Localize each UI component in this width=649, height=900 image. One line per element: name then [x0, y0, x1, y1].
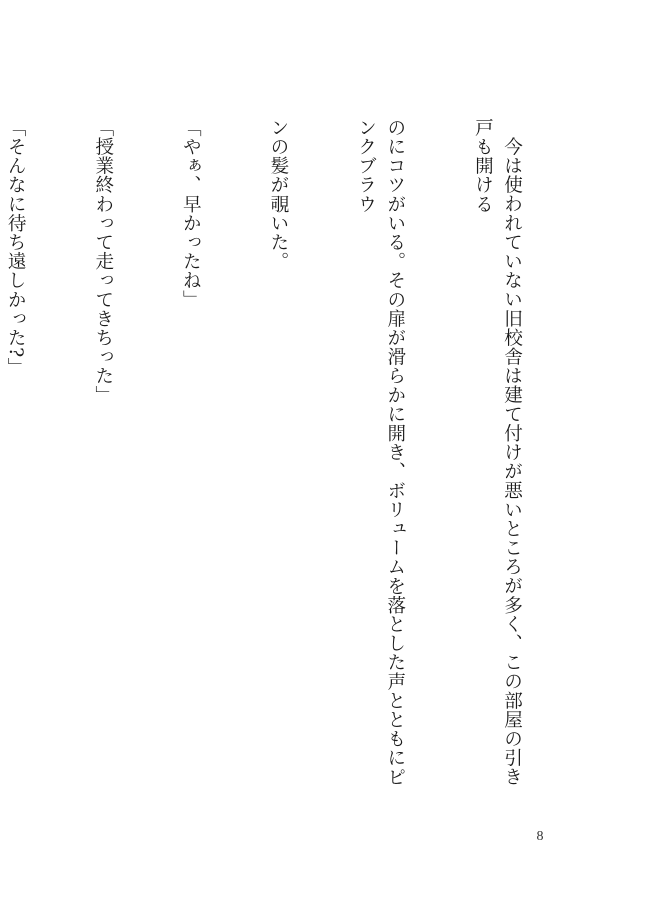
vertical-text-body: [0, 118, 585, 798]
text-line: のにコツがいる。その扉が滑らかに開き、ボリュームを落とした声とともにピンクブラウ: [355, 118, 406, 787]
dialogue-line: 「やぁ、早かったね」: [180, 118, 202, 309]
dialogue-line: 「授業終わって走ってきちった」: [92, 118, 114, 405]
text-line: ンの髪が覗いた。: [267, 118, 289, 271]
page-number: 8: [536, 829, 544, 844]
dialogue-line: 「そんなに待ち遠しかった?」: [5, 118, 27, 377]
text-line: 今は使われていない旧校舎は建て付けが悪いところが多く、この部屋の引き戸も開ける: [472, 118, 523, 786]
